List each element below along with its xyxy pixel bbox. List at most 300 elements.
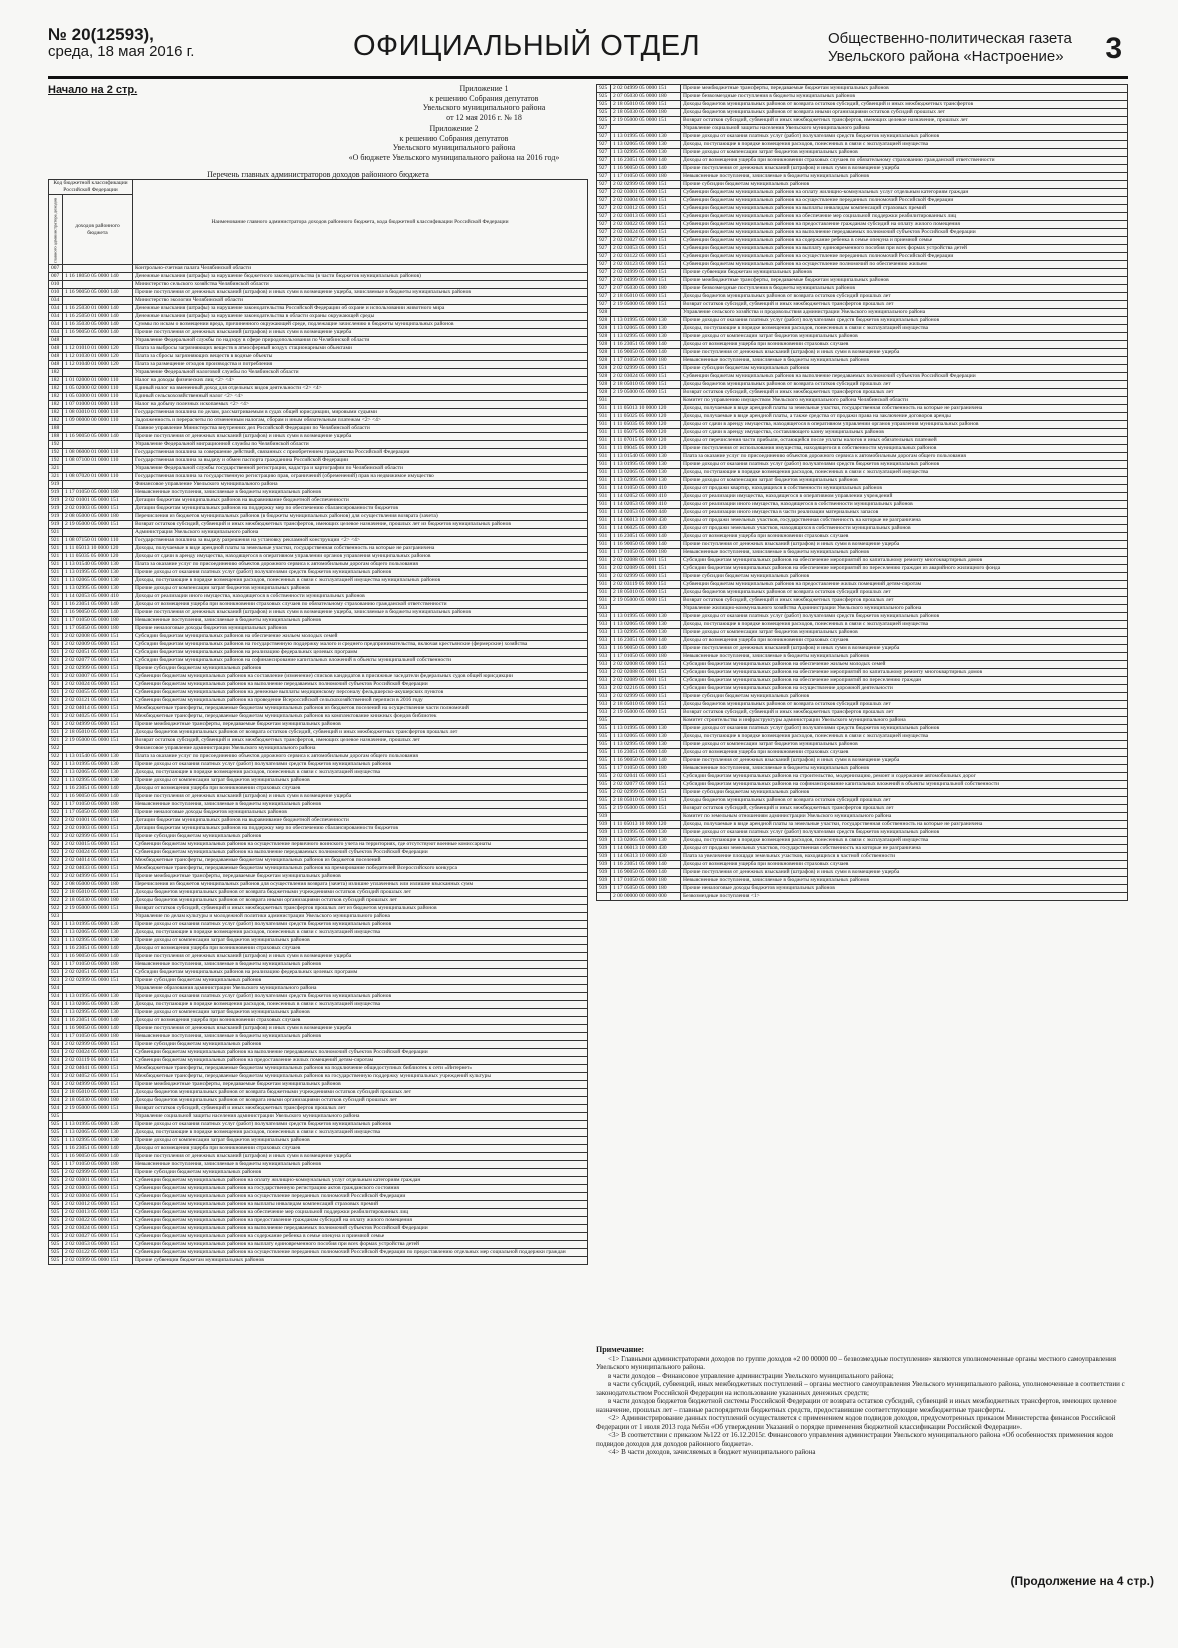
description-cell: Комитет строительства и инфраструктуры администрации Увельского муниципального района — [681, 717, 1128, 725]
income-code-cell — [63, 337, 133, 345]
table-row — [49, 897, 588, 905]
description-cell: Субвенции бюджетам муниципальных районов на выполнение передаваемых полномочий субъектов Российской Федерации — [681, 229, 1128, 237]
income-code-cell: 1 14 02053 05 0000 440 — [611, 509, 681, 517]
description-cell: Доходы, получаемые в виде арендной платы, а также средства от продажи права на заключение договоров аренды — [681, 413, 1128, 421]
income-code-cell: 1 13 01995 05 0000 130 — [63, 1121, 133, 1129]
income-column-header: доходов районного бюджета — [63, 195, 133, 265]
description-cell: Субвенции бюджетам муниципальных районов на обеспечение мер социальной поддержки реабилитированных лиц — [681, 213, 1128, 221]
right-column — [596, 84, 1128, 901]
income-code-cell: 1 14 02052 05 0000 410 — [611, 493, 681, 501]
description-cell: Невыясненные поступления, зачисляемые в бюджеты муниципальных районов — [133, 1033, 588, 1041]
admin-code-cell: 935 — [597, 733, 611, 741]
admin-code-cell: 933 — [597, 677, 611, 685]
admin-code-cell: 927 — [597, 173, 611, 181]
income-code-cell: 2 19 05000 05 0000 151 — [611, 805, 681, 813]
description-cell: Доходы от возмещения ущерба при возникновении страховых случаев по обязательному страхованию гражданской ответственности — [681, 157, 1128, 165]
income-code-cell: 2 19 05000 05 0000 151 — [611, 117, 681, 125]
admin-code-cell: 925 — [49, 1177, 63, 1185]
footnote-item: <3> В соответствии с приказом №122 от 16.12.2015г. Финансового управления администрации Увельского муниципального района «Об особенностях применения кодов подвидов доходов для доходов районного бюджета». — [596, 1431, 1114, 1448]
table-row — [49, 729, 588, 737]
table-row — [49, 473, 588, 481]
income-code-cell: 1 17 05050 05 0000 180 — [611, 885, 681, 893]
description-cell: Дотации бюджетам муниципальных районов на поддержку мер по обеспечению сбалансированности бюджетов — [133, 505, 588, 513]
table-row — [597, 845, 1128, 853]
admin-code-cell: 925 — [49, 1113, 63, 1121]
income-code-cell: 1 11 05013 10 0000 120 — [63, 545, 133, 553]
table-row — [49, 1217, 588, 1225]
newspaper-name-line1: Общественно-политическая газета — [828, 30, 1072, 47]
description-cell: Доходы от реализации иного имущества в части реализации материальных запасов — [681, 509, 1128, 517]
admin-code-cell: 931 — [597, 477, 611, 485]
description-cell: Прочие субвенции бюджетам муниципальных районов — [681, 269, 1128, 277]
admin-code-cell: 922 — [49, 905, 63, 913]
description-cell: Денежные взыскания (штрафы) за нарушение бюджетного законодательства (в части бюджетов муниципальных районов) — [133, 273, 588, 281]
income-code-cell: 2 19 05000 05 0000 151 — [63, 521, 133, 529]
income-code-cell — [611, 397, 681, 405]
table-row — [597, 485, 1128, 493]
admin-code-cell: 034 — [49, 313, 63, 321]
admin-code-cell: 931 — [597, 525, 611, 533]
admin-code-cell: 919 — [49, 481, 63, 489]
admin-code-cell: 924 — [49, 1049, 63, 1057]
table-row — [49, 753, 588, 761]
income-code-cell: 1 13 02995 05 0000 130 — [63, 937, 133, 945]
table-row — [597, 93, 1128, 101]
description-cell: Плата за размещение отходов производства и потребления — [133, 361, 588, 369]
income-code-cell: 2 02 02999 05 0000 151 — [611, 181, 681, 189]
income-code-cell: 1 16 90050 05 0000 140 — [611, 349, 681, 357]
admin-code-cell: 939 — [597, 869, 611, 877]
description-cell: Управление социальной защиты населения Увельского муниципального района — [681, 125, 1128, 133]
description-cell: Плата за оказание услуг по присоединению объектов дорожного сервиса к автомобильным дорогам общего пользования — [133, 561, 588, 569]
admin-code-cell: 034 — [49, 329, 63, 337]
income-code-cell: 1 17 01050 05 0000 180 — [63, 1161, 133, 1169]
description-cell: Прочие субсидии бюджетам муниципальных районов — [681, 573, 1128, 581]
income-code-cell: 2 02 04999 05 0000 151 — [63, 873, 133, 881]
table-row — [597, 653, 1128, 661]
income-code-cell: 2 08 05000 05 0000 180 — [63, 513, 133, 521]
table-row — [49, 921, 588, 929]
admin-code-cell: 935 — [597, 741, 611, 749]
income-code-cell: 1 16 25030 01 0000 140 — [63, 305, 133, 313]
table-row — [49, 793, 588, 801]
description-cell: Прочие доходы от оказания платных услуг (работ) получателями средств бюджетов муниципальных районов — [681, 133, 1128, 141]
admin-code-cell: 921 — [49, 689, 63, 697]
description-cell: Комитет по земельным отношениям администрации Увельского муниципального района — [681, 813, 1128, 821]
description-cell: Государственная пошлина за совершение действий, связанных с приобретением гражданства Российской Федерации — [133, 449, 588, 457]
admin-code-cell: 931 — [597, 541, 611, 549]
admin-code-cell: 931 — [597, 589, 611, 597]
description-cell: Возврат остатков субсидий, субвенций и иных межбюджетных трансфертов, имеющих целевое назначение, прошлых лет из бюджетов муниципальных районов — [133, 521, 588, 529]
admin-code-cell: 922 — [49, 897, 63, 905]
table-row — [597, 429, 1128, 437]
description-cell: Перечисления из бюджетов муниципальных районов для осуществления возврата (зачета) излишне уплаченных или излишне взысканных сумм — [133, 881, 588, 889]
description-cell: Субсидии бюджетам муниципальных районов на обеспечение мероприятий по капитальному ремонту многоквартирных домов — [681, 557, 1128, 565]
description-cell: Возврат остатков субсидий, субвенций и иных межбюджетных трансфертов прошлых лет — [681, 709, 1128, 717]
table-row — [49, 329, 588, 337]
description-cell: Прочие поступления от денежных взысканий (штрафов) и иных сумм в возмещение ущерба — [681, 541, 1128, 549]
income-code-cell — [63, 745, 133, 753]
admin-code-cell: 925 — [49, 1129, 63, 1137]
appendix-2-line: Увельского муниципального района — [392, 143, 516, 153]
admin-code-cell: 931 — [597, 429, 611, 437]
admin-code-cell: 922 — [49, 817, 63, 825]
admin-code-cell: 924 — [49, 1097, 63, 1105]
income-code-cell: 1 13 01995 05 0000 130 — [611, 725, 681, 733]
description-cell: Доходы от продажи земельных участков, находящихся в собственности муниципальных районов — [681, 525, 1128, 533]
income-code-cell: 2 02 02008 05 0000 151 — [611, 661, 681, 669]
admin-code-cell: 924 — [49, 993, 63, 1001]
continued-to: (Продолжение на 4 стр.) — [1010, 1574, 1154, 1588]
table-row — [597, 597, 1128, 605]
income-code-cell: 1 13 02065 05 0000 130 — [611, 325, 681, 333]
admin-code-cell: 927 — [597, 125, 611, 133]
description-cell: Невыясненные поступления, зачисляемые в бюджеты муниципальных районов — [681, 549, 1128, 557]
description-cell: Субвенции бюджетам муниципальных районов на выплату единовременного пособия при всех формах устройства детей — [133, 1241, 588, 1249]
admin-code-cell: 925 — [49, 1193, 63, 1201]
description-cell: Доходы от возмещения ущерба при возникновении страховых случаев — [133, 1145, 588, 1153]
income-code-cell — [63, 425, 133, 433]
table-row — [597, 413, 1128, 421]
table-row — [49, 769, 588, 777]
admin-code-cell: 921 — [49, 553, 63, 561]
description-cell: Прочие поступления от денежных взысканий (штрафов) и иных сумм в возмещение ущерба, зачисляемые в бюджеты муниципальных районов — [133, 289, 588, 297]
admin-code-cell: 927 — [597, 205, 611, 213]
income-code-cell: 2 02 04014 05 0000 151 — [63, 857, 133, 865]
table-row — [49, 545, 588, 553]
admin-code-cell: 935 — [597, 773, 611, 781]
admin-code-cell: 192 — [49, 457, 63, 465]
admin-code-cell: 935 — [597, 725, 611, 733]
description-cell: Доходы от возмещения ущерба при возникновении страховых случаев по обязательному страхованию гражданской ответственности — [133, 601, 588, 609]
income-code-cell: 2 18 05030 05 0000 180 — [63, 1097, 133, 1105]
footnote-item: <2> Администрирование данных поступлений осуществляется с применением кодов подвидов доходов, предусмотренных приказом Министерства финансов Российской Федерации от 1 июля 2013 года №65н «Об утверждении Указаний о порядке применения бюджетной классификации Российской Федерации». — [596, 1414, 1116, 1431]
table-row — [597, 285, 1128, 293]
admin-code-cell: 924 — [49, 1017, 63, 1025]
income-code-cell — [611, 309, 681, 317]
description-cell: Прочие поступления от денежных взысканий (штрафов) и иных сумм в возмещение ущерба — [133, 1025, 588, 1033]
income-code-cell: 1 14 06013 10 0000 430 — [611, 517, 681, 525]
admin-code-cell: 928 — [597, 341, 611, 349]
description-cell: Прочие доходы от оказания платных услуг (работ) получателями средств бюджетов муниципальных районов — [133, 1121, 588, 1129]
income-code-cell: 2 02 02999 05 0000 151 — [611, 573, 681, 581]
table-row — [597, 773, 1128, 781]
admin-code-cell: 939 — [597, 861, 611, 869]
table-row — [49, 433, 588, 441]
description-cell: Плата за оказание услуг по присоединению объектов дорожного сервиса к автомобильным дорогам общего пользования — [681, 453, 1128, 461]
table-row — [597, 357, 1128, 365]
description-cell: Прочие доходы от компенсации затрат бюджетов муниципальных районов — [681, 741, 1128, 749]
table-row — [597, 445, 1128, 453]
appendix-2-line: «О бюджете Увельского муниципального района на 2016 год» — [348, 152, 560, 162]
income-code-cell: 1 13 01995 05 0000 130 — [611, 317, 681, 325]
description-cell: Субвенции бюджетам муниципальных районов на осуществление переданных полномочий Российской Федерации — [681, 197, 1128, 205]
description-cell: Субвенции бюджетам муниципальных районов на предоставление гражданам субсидий на оплату жилого помещения — [133, 1217, 588, 1225]
income-code-cell: 1 11 09045 05 0000 120 — [611, 445, 681, 453]
table-row — [597, 253, 1128, 261]
table-row — [597, 501, 1128, 509]
admin-code-cell: 921 — [49, 705, 63, 713]
table-row — [597, 381, 1128, 389]
admin-code-cell: 922 — [49, 865, 63, 873]
income-code-cell: 2 02 02009 05 0000 151 — [63, 641, 133, 649]
income-code-cell: 1 08 07100 01 0000 110 — [63, 457, 133, 465]
income-code-cell — [63, 913, 133, 921]
table-row — [49, 841, 588, 849]
admin-code-cell: 182 — [49, 393, 63, 401]
table-row — [49, 705, 588, 713]
table-row — [597, 637, 1128, 645]
income-code-cell: 2 07 05030 05 0000 180 — [611, 285, 681, 293]
description-cell: Прочие субсидии бюджетам муниципальных районов — [133, 833, 588, 841]
table-row — [597, 165, 1128, 173]
description-cell: Субсидии бюджетам муниципальных районов на обеспечение мероприятий по переселению граждан из аварийного жилищного фонда — [681, 565, 1128, 573]
admin-code-cell: 927 — [597, 133, 611, 141]
table-row — [49, 401, 588, 409]
income-code-cell: 1 13 01995 05 0000 130 — [63, 921, 133, 929]
admin-code-cell: 935 — [597, 749, 611, 757]
description-cell: Субвенции бюджетам муниципальных районов на содержание ребенка в семье опекуна и приемной семье — [133, 1233, 588, 1241]
description-cell: Прочие субсидии бюджетам муниципальных районов — [681, 181, 1128, 189]
table-row — [49, 521, 588, 529]
admin-code-cell: 922 — [49, 881, 63, 889]
income-code-cell: 1 17 01050 05 0000 180 — [63, 617, 133, 625]
admin-code-cell: 921 — [49, 649, 63, 657]
description-cell: Субвенции бюджетам муниципальных районов на выполнение передаваемых полномочий субъектов Российской Федерации — [133, 1225, 588, 1233]
income-code-cell: 1 16 90050 05 0000 140 — [63, 609, 133, 617]
income-code-cell: 1 13 02995 05 0000 130 — [611, 149, 681, 157]
admin-code-cell: 922 — [49, 753, 63, 761]
description-cell: Администрация Увельского муниципального района — [133, 529, 588, 537]
income-code-cell: 2 02 02216 05 0000 151 — [611, 685, 681, 693]
description-cell: Доходы, поступающие в порядке возмещения расходов, понесенных в связи с эксплуатацией имущества — [681, 469, 1128, 477]
table-row — [49, 409, 588, 417]
income-code-cell: 2 02 03024 05 0000 151 — [63, 1225, 133, 1233]
description-cell: Прочие неналоговые доходы бюджетов муниципальных районов — [133, 809, 588, 817]
description-cell: Управление по делам культуры и молодежной политики администрации Увельского муниципального района — [133, 913, 588, 921]
admin-code-cell: 927 — [597, 157, 611, 165]
income-code-cell: 1 12 01010 01 0000 120 — [63, 345, 133, 353]
description-cell: Прочие неналоговые доходы бюджетов муниципальных районов — [681, 885, 1128, 893]
description-cell: Возврат остатков субсидий, субвенций и иных межбюджетных трансфертов прошлых лет — [681, 301, 1128, 309]
admin-code-cell: 921 — [49, 569, 63, 577]
table-row — [49, 625, 588, 633]
table-row — [597, 493, 1128, 501]
admin-code-cell: 922 — [49, 801, 63, 809]
income-code-cell: 2 18 05010 05 0000 151 — [63, 729, 133, 737]
table-row — [597, 877, 1128, 885]
admin-code-cell: 922 — [49, 833, 63, 841]
admin-code-cell: 933 — [597, 685, 611, 693]
income-code-cell: 2 00 00000 00 0000 000 — [611, 893, 681, 901]
admin-code-cell: 925 — [597, 101, 611, 109]
income-code-cell: 2 18 05010 05 0000 151 — [611, 797, 681, 805]
income-code-cell: 2 18 05010 05 0000 151 — [611, 589, 681, 597]
description-cell: Межбюджетные трансферты, передаваемые бюджетам муниципальных районов на комплектование книжных фондов библиотек — [133, 713, 588, 721]
income-code-cell: 2 02 03024 05 0000 151 — [611, 229, 681, 237]
income-code-cell: 1 16 25050 01 0000 140 — [63, 313, 133, 321]
income-code-cell: 1 01 02000 01 0000 110 — [63, 377, 133, 385]
admin-code-cell: 927 — [597, 181, 611, 189]
table-row — [597, 805, 1128, 813]
description-cell: Доходы бюджетов муниципальных районов от возврата остатков субсидий прошлых лет — [681, 701, 1128, 709]
admin-code-cell: 928 — [597, 309, 611, 317]
admin-code-cell: 922 — [49, 841, 63, 849]
table-row — [597, 157, 1128, 165]
admin-code-cell: 927 — [597, 165, 611, 173]
income-code-cell: 1 12 01030 01 0000 120 — [63, 353, 133, 361]
income-code-cell: 2 18 05010 05 0000 151 — [63, 889, 133, 897]
income-code-cell: 1 16 23051 05 0000 140 — [611, 341, 681, 349]
description-cell: Возврат остатков субсидий, субвенций и иных межбюджетных трансфертов, имеющих целевое назначение, прошлых лет — [681, 117, 1128, 125]
description-cell: Невыясненные поступления, зачисляемые в бюджеты муниципальных районов — [681, 765, 1128, 773]
description-cell: Прочие доходы от компенсации затрат бюджетов муниципальных районов — [133, 777, 588, 785]
footnote-item: в части доходов – Финансовое управление администрации Увельского муниципального района; — [608, 1371, 894, 1380]
admin-code-cell: 927 — [597, 253, 611, 261]
description-cell: Доходы от возмещения ущерба при возникновении страховых случаев — [133, 1017, 588, 1025]
admin-code-cell: 927 — [597, 229, 611, 237]
admin-code-cell: 931 — [597, 581, 611, 589]
income-code-cell: 1 13 01995 05 0000 130 — [611, 461, 681, 469]
income-code-cell: 1 16 90050 05 0000 140 — [63, 1025, 133, 1033]
admin-code-cell: 921 — [49, 713, 63, 721]
table-row — [597, 821, 1128, 829]
income-code-cell: 2 19 05000 05 0000 151 — [63, 1105, 133, 1113]
admin-code-cell: 010 — [49, 289, 63, 297]
description-cell: Возврат остатков субсидий, субвенций и иных межбюджетных трансфертов прошлых лет — [681, 597, 1128, 605]
income-code-cell: 1 16 90050 05 0000 140 — [611, 165, 681, 173]
table-row — [597, 109, 1128, 117]
admin-code-cell: 182 — [49, 401, 63, 409]
income-code-cell — [63, 465, 133, 473]
admin-code-cell: 921 — [49, 633, 63, 641]
table-row — [597, 725, 1128, 733]
description-cell: Прочие доходы от оказания платных услуг (работ) получателями средств бюджетов муниципальных районов — [681, 317, 1128, 325]
income-code-cell — [63, 369, 133, 377]
table-row — [597, 669, 1128, 677]
appendix-1 — [384, 84, 584, 122]
admin-code-cell: 933 — [597, 669, 611, 677]
table-row — [597, 733, 1128, 741]
left-column-head — [48, 84, 588, 170]
income-code-cell: 1 13 01995 05 0000 130 — [611, 133, 681, 141]
table-row — [49, 1033, 588, 1041]
income-code-cell: 2 02 04052 05 0000 151 — [63, 1073, 133, 1081]
income-code-cell: 1 13 02995 05 0000 130 — [63, 585, 133, 593]
admin-header-row — [49, 985, 588, 993]
admin-header-row — [49, 281, 588, 289]
description-cell: Денежные взыскания (штрафы) за нарушение законодательства Российской Федерации об охране и использовании животного мира — [133, 305, 588, 313]
income-code-cell: 1 09 00000 00 0000 110 — [63, 417, 133, 425]
description-cell: Субвенции бюджетам муниципальных районов на выплаты инвалидам компенсаций страховых премий — [133, 1201, 588, 1209]
name-column-header: Наименование главного администратора доходов районного бюджета, кода бюджетной классификации Российской Федерации — [133, 180, 588, 265]
table-row — [49, 1121, 588, 1129]
description-cell: Субвенции бюджетам муниципальных районов на предоставление жилых помещений детям-сиротам — [133, 1057, 588, 1065]
table-row — [597, 181, 1128, 189]
description-cell: Доходы, поступающие в порядке возмещения расходов, понесенных в связи с эксплуатацией имущества — [681, 621, 1128, 629]
table-row — [49, 649, 588, 657]
description-cell: Прочие поступления от денежных взысканий (штрафов) и иных сумм в возмещение ущерба — [133, 329, 588, 337]
income-code-cell: 2 02 02077 05 0000 151 — [63, 657, 133, 665]
table-row — [49, 1049, 588, 1057]
table-row — [49, 1257, 588, 1265]
description-cell: Доходы от продажи земельных участков, государственная собственность на которые не разграничена — [681, 845, 1128, 853]
table-row — [49, 1161, 588, 1169]
admin-code-cell: 925 — [49, 1185, 63, 1193]
admin-code-cell: 939 — [597, 885, 611, 893]
income-code-cell: 1 12 01040 01 0000 120 — [63, 361, 133, 369]
appendix-2 — [324, 124, 584, 162]
income-code-cell: 1 13 02065 05 0000 130 — [63, 929, 133, 937]
income-code-cell: 2 02 03022 05 0000 151 — [63, 1217, 133, 1225]
description-cell: Прочие безвозмездные поступления в бюджеты муниципальных районов — [681, 285, 1128, 293]
admin-code-cell: 925 — [597, 85, 611, 93]
income-code-cell — [63, 281, 133, 289]
description-cell: Плата за сбросы загрязняющих веществ в водные объекты — [133, 353, 588, 361]
description-cell: Дотации бюджетам муниципальных районов на поддержку мер по обеспечению сбалансированности бюджетов — [133, 825, 588, 833]
description-cell: Прочие доходы от компенсации затрат бюджетов муниципальных районов — [681, 477, 1128, 485]
table-row — [49, 601, 588, 609]
admin-code-cell: 927 — [597, 213, 611, 221]
description-cell: Доходы, поступающие в порядке возмещения расходов, понесенных в связи с эксплуатацией имущества муниципальных районов — [133, 577, 588, 585]
table-row — [49, 873, 588, 881]
description-cell: Доходы от возмещения ущерба при возникновении страховых случаев — [133, 945, 588, 953]
income-code-cell: 2 02 03053 05 0000 151 — [63, 1241, 133, 1249]
income-code-cell: 1 13 02065 05 0000 130 — [611, 733, 681, 741]
income-code-cell: 1 13 02995 05 0000 130 — [611, 741, 681, 749]
table-row — [597, 333, 1128, 341]
description-cell: Прочие доходы от компенсации затрат бюджетов муниципальных районов — [133, 937, 588, 945]
description-cell: Прочие поступления от использования имущества, находящегося в собственности муниципальных районов — [681, 445, 1128, 453]
admin-code-cell: 939 — [597, 837, 611, 845]
income-code-cell: 1 11 05035 05 0000 120 — [63, 553, 133, 561]
admin-code-cell: 923 — [49, 953, 63, 961]
admin-code-cell: 192 — [49, 441, 63, 449]
admin-code-cell: 939 — [597, 821, 611, 829]
income-code-cell: 2 02 03015 05 0000 151 — [63, 841, 133, 849]
description-cell: Прочие доходы от оказания платных услуг (работ) получателями средств бюджетов муниципальных районов — [681, 461, 1128, 469]
page-header — [48, 26, 1128, 72]
table-row — [49, 865, 588, 873]
admin-code-cell: 921 — [49, 641, 63, 649]
admin-code-cell: 931 — [597, 461, 611, 469]
description-cell: Доходы бюджетов муниципальных районов от возврата бюджетными учреждениями остатков субсидий прошлых лет — [133, 1089, 588, 1097]
income-code-cell: 2 02 03013 05 0000 151 — [611, 213, 681, 221]
table-row — [597, 661, 1128, 669]
income-code-cell: 2 18 05010 05 0000 151 — [611, 381, 681, 389]
income-code-cell: 1 13 02995 05 0000 130 — [63, 777, 133, 785]
description-cell: Доходы бюджетов муниципальных районов от возврата иными организациями остатков субсидий прошлых лет — [681, 109, 1128, 117]
admin-header-row — [49, 425, 588, 433]
admin-code-cell: 922 — [49, 769, 63, 777]
admin-code-cell: 931 — [597, 493, 611, 501]
admin-code-cell: 921 — [49, 673, 63, 681]
admin-code-cell: 927 — [597, 261, 611, 269]
description-cell: Налог на добычу полезных ископаемых <2> <4> — [133, 401, 588, 409]
admin-code-cell: 931 — [597, 469, 611, 477]
admin-code-cell: 924 — [49, 1081, 63, 1089]
admin-code-cell: 921 — [49, 681, 63, 689]
admin-code-cell: 924 — [49, 1025, 63, 1033]
admin-header-row — [597, 813, 1128, 821]
income-code-cell: 2 02 04999 05 0000 151 — [63, 721, 133, 729]
description-cell: Доходы бюджетов муниципальных районов от возврата иными организациями остатков субсидий прошлых лет — [133, 1097, 588, 1105]
admin-code-cell: 931 — [597, 517, 611, 525]
description-cell: Прочие субсидии бюджетам муниципальных районов — [681, 693, 1128, 701]
description-cell: Субвенции бюджетам муниципальных районов на выполнение передаваемых полномочий субъектов Российской Федерации — [133, 681, 588, 689]
description-cell: Доходы бюджетов муниципальных районов от возврата иными организациями остатков субсидий прошлых лет — [133, 897, 588, 905]
admin-code-cell: 925 — [49, 1217, 63, 1225]
